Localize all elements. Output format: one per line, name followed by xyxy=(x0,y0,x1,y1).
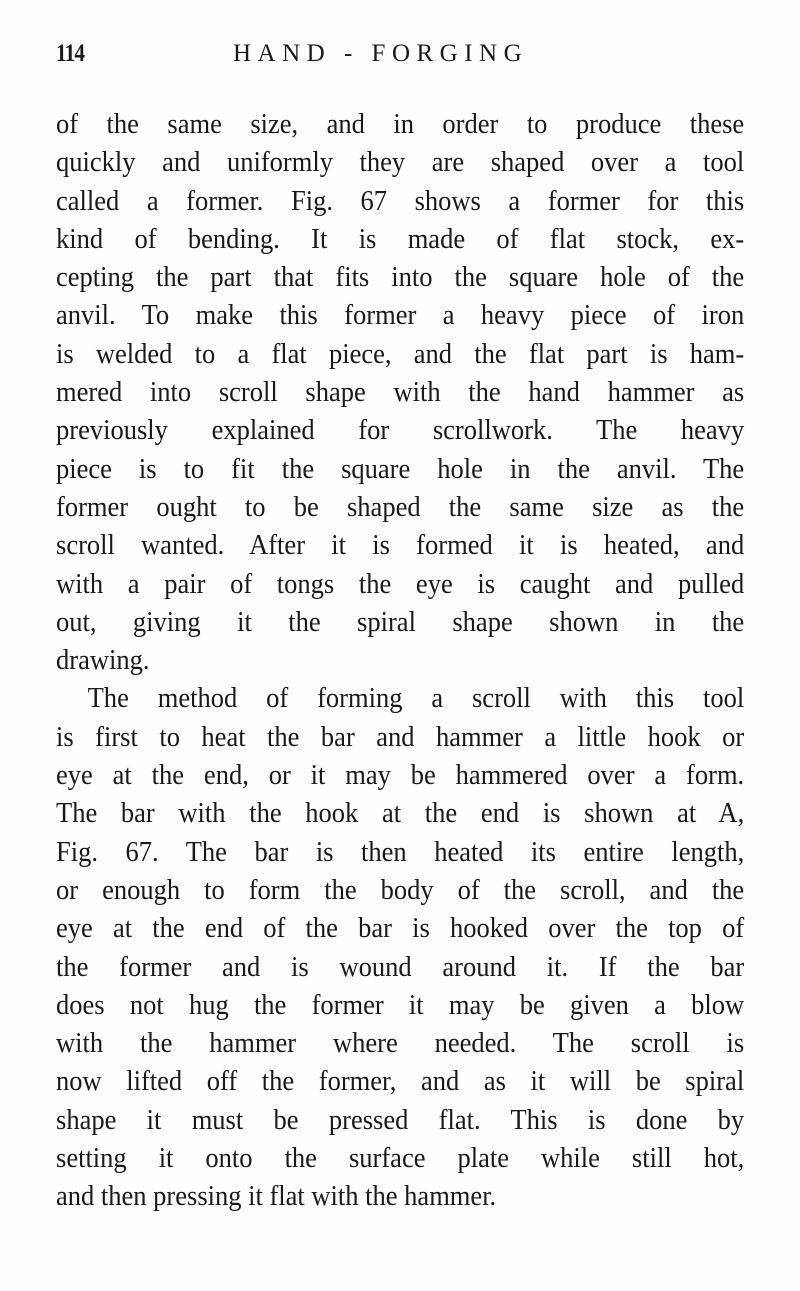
text-line: piece is to fit the square hole in the anvil. The xyxy=(56,453,745,485)
text-line: setting it onto the surface plate while still hot, xyxy=(56,1143,745,1175)
text-line: or enough to form the body of the scroll, and the xyxy=(56,874,745,906)
paragraph-2 xyxy=(56,680,744,1216)
text-line: drawing. xyxy=(56,645,150,677)
text-line: former ought to be shaped the same size as the xyxy=(56,491,745,523)
text-line: is welded to a flat piece, and the flat part is ham- xyxy=(56,338,745,370)
text-line: eye at the end, or it may be hammered over a form. xyxy=(56,760,745,792)
text-line: kind of bending. It is made of flat stock, ex- xyxy=(56,223,745,255)
text-line: is first to heat the bar and hammer a little hook or xyxy=(56,721,745,753)
text-line: now lifted off the former, and as it will be spiral xyxy=(56,1066,745,1098)
paragraph-1 xyxy=(56,106,744,680)
text-line: called a former. Fig. 67 shows a former for this xyxy=(56,185,745,217)
text-line: the former and is wound around it. If the bar xyxy=(56,951,745,983)
text-line: does not hug the former it may be given a blow xyxy=(56,989,745,1021)
body-text xyxy=(56,106,744,1217)
text-line: of the same size, and in order to produce these xyxy=(56,109,745,140)
text-line: shape it must be pressed flat. This is done by xyxy=(56,1104,745,1136)
text-line: quickly and uniformly they are shaped over a tool xyxy=(56,147,745,179)
text-line: and then pressing it flat with the hammer. xyxy=(56,1181,497,1213)
text-line: scroll wanted. After it is formed it is heated, and xyxy=(56,530,745,562)
text-line: The bar with the hook at the end is shown at A, xyxy=(56,798,745,830)
text-line: previously explained for scrollwork. The heavy xyxy=(56,415,745,447)
text-line: out, giving it the spiral shape shown in the xyxy=(56,606,745,638)
text-line: cepting the part that fits into the square hole of the xyxy=(56,262,745,294)
text-line: anvil. To make this former a heavy piece of iron xyxy=(56,300,745,332)
text-line: Fig. 67. The bar is then heated its entire length, xyxy=(56,836,745,868)
text-line: mered into scroll shape with the hand hammer as xyxy=(56,377,745,409)
text-line: The method of forming a scroll with this tool xyxy=(87,683,745,715)
text-line: eye at the end of the bar is hooked over the top of xyxy=(56,913,745,945)
running-title: HAND - FORGING xyxy=(233,40,529,67)
running-head xyxy=(56,40,746,76)
text-line: with the hammer where needed. The scroll is xyxy=(56,1028,745,1060)
page-number: 114 xyxy=(56,40,85,67)
text-line: with a pair of tongs the eye is caught and pulled xyxy=(56,568,745,600)
